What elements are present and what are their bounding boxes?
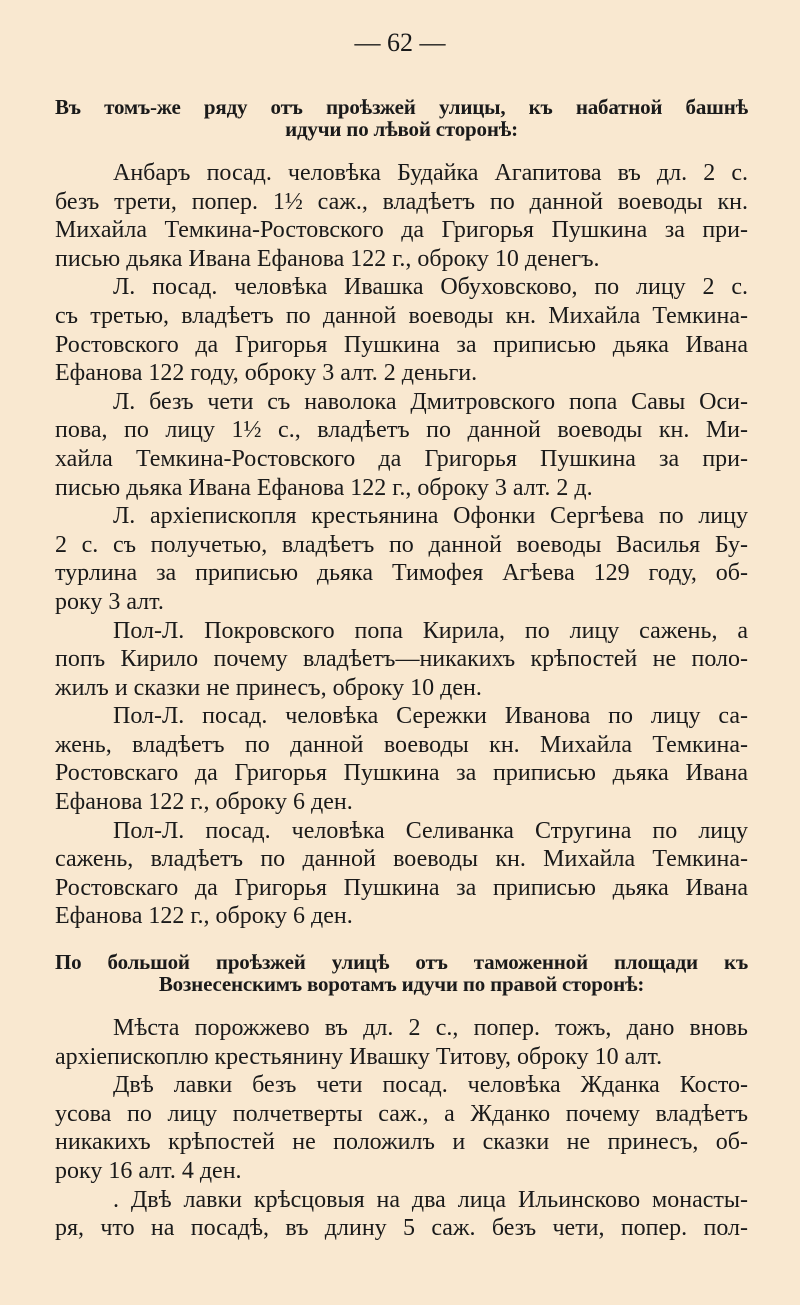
text-line: Л. архіепископля крестьянина Офонки Сергѣева по лицу: [113, 503, 748, 530]
paragraph: [55, 388, 748, 502]
text-line: 2 с. съ получетью, владѣетъ по данной воеводы Василья Бу-: [55, 531, 748, 558]
text-line: писью дьяка Ивана Ефанова 122 г., оброку 3 алт. 2 д.: [55, 474, 593, 501]
text-line: Пол-Л. посад. человѣка Селиванка Стругина по лицу: [113, 817, 748, 844]
text-line: писью дьяка Ивана Ефанова 122 г., оброку 10 денегъ.: [55, 245, 600, 272]
text-line: Анбаръ посад. человѣка Будайка Агапитова въ дл. 2 с.: [113, 160, 748, 186]
heading-line: Въ томъ-же ряду отъ проѣзжей улицы, къ набатной башнѣ: [55, 95, 748, 119]
text-line: попъ Кирило почему владѣетъ—никакихъ крѣпостей не поло-: [55, 646, 748, 673]
text-line: сажень, владѣетъ по данной воеводы кн. Михайла Темкина-: [55, 846, 748, 873]
paragraph: [55, 159, 748, 273]
paragraph: [55, 617, 748, 703]
paragraph: [55, 702, 748, 816]
text-line: никакихъ крѣпостей не положилъ и сказки не принесъ, об-: [55, 1129, 748, 1156]
heading-line: По большой проѣзжей улицѣ отъ таможенной площади къ: [55, 950, 748, 974]
text-line: Мѣста порожжево въ дл. 2 с., попер. тожъ, дано вновь: [113, 1015, 748, 1041]
text-line: безъ трети, попер. 1½ саж., владѣетъ по данной воеводы кн.: [55, 188, 748, 215]
paragraph: [55, 1014, 748, 1071]
paragraph: [55, 817, 748, 931]
text-line: жень, владѣетъ по данной воеводы кн. Михайла Темкина-: [55, 731, 748, 758]
text-line: Ефанова 122 г., оброку 6 ден.: [55, 789, 353, 816]
text-line: Ростовскаго да Григорья Пушкина за приписью дьяка Ивана: [55, 874, 748, 901]
text-line: турлина за приписью дьяка Тимофея Агѣева 129 году, об-: [55, 560, 748, 587]
text-line: року 16 алт. 4 ден.: [55, 1157, 242, 1184]
text-line: пова, по лицу 1½ с., владѣетъ по данной воеводы кн. Ми-: [55, 417, 748, 444]
text-line: Л. безъ чети съ наволока Дмитровского попа Савы Оси-: [113, 388, 748, 415]
text-line: Двѣ лавки безъ чети посад. человѣка Жданка Косто-: [113, 1072, 748, 1099]
section-heading: [55, 96, 748, 140]
text-line: Пол-Л. Покровского попа Кирила, по лицу сажень, а: [113, 617, 748, 644]
text-line: Ефанова 122 году, оброку 3 алт. 2 деньги.: [55, 360, 478, 387]
paragraph: [55, 1186, 748, 1243]
text-line: усова по лицу полчетверты саж., а Жданко почему владѣетъ: [55, 1100, 748, 1127]
text-line: . Двѣ лавки крѣсцовыя на два лица Ильинсково монасты-: [113, 1186, 748, 1213]
text-line: року 3 алт.: [55, 588, 164, 615]
text-line: жилъ и сказки не принесъ, оброку 10 ден.: [55, 674, 482, 701]
paragraph: [55, 502, 748, 616]
page-number: — 62 —: [354, 28, 446, 57]
heading-line: идучи по лѣвой сторонѣ:: [285, 117, 518, 141]
section-body: [55, 1014, 748, 1243]
text-line: Ростовского да Григорья Пушкина за приписью дьяка Ивана: [55, 331, 748, 358]
text-line: Михайла Темкина-Ростовского да Григорья Пушкина за при-: [55, 217, 748, 244]
text-line: архіепископлю крестьянину Ивашку Титову, оброку 10 алт.: [55, 1043, 663, 1070]
section-heading: [55, 951, 748, 995]
text-line: хайла Темкина-Ростовского да Григорья Пушкина за при-: [55, 445, 748, 472]
section-body: [55, 159, 748, 931]
text-line: Л. посад. человѣка Ивашка Обуховсково, по лицу 2 с.: [113, 274, 748, 301]
paragraph: [55, 1071, 748, 1185]
text-line: Ефанова 122 г., оброку 6 ден.: [55, 903, 353, 930]
heading-line: Вознесенскимъ воротамъ идучи по правой сторонѣ:: [158, 972, 645, 996]
text-line: съ третью, владѣетъ по данной воеводы кн. Михайла Темкина-: [55, 302, 748, 329]
paragraph: [55, 273, 748, 387]
text-line: Пол-Л. посад. человѣка Сережки Иванова по лицу са-: [113, 703, 748, 730]
text-line: ря, что на посадѣ, въ длину 5 саж. безъ чети, попер. пол-: [55, 1215, 748, 1242]
text-line: Ростовскаго да Григорья Пушкина за приписью дьяка Ивана: [55, 760, 748, 787]
